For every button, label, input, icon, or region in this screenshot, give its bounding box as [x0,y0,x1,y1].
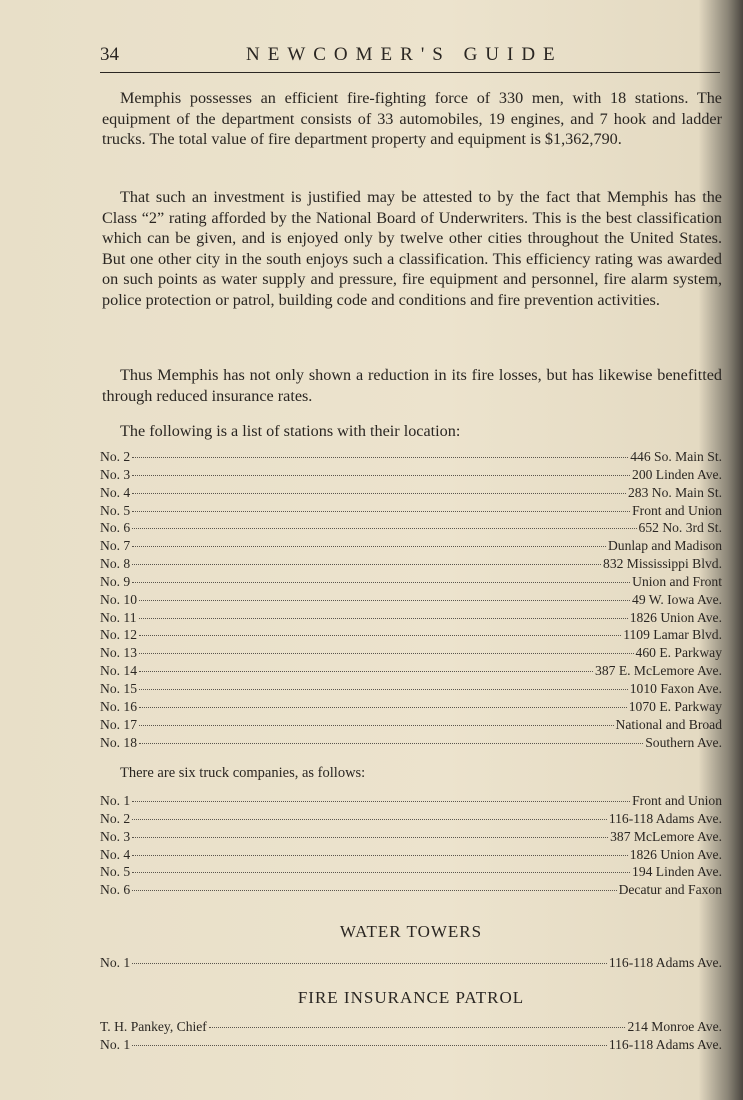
paragraph-insurance-rates: Thus Memphis has not only shown a reduction in its fire losses, but has likewise benefitted through reduced insurance rates. [102,366,722,405]
list-item [100,1036,722,1054]
item-location: 446 So. Main St. [630,449,722,464]
item-label: No. 2 [100,449,131,464]
dot-leader [132,855,628,856]
dot-leader [139,707,627,708]
dot-leader [139,600,630,601]
item-label: No. 7 [100,538,131,554]
item-location: 200 Linden Ave. [632,466,722,482]
item-location: 460 E. Parkway [635,645,722,661]
dot-leader [132,890,616,891]
item-label: No. 5 [100,502,131,518]
dot-leader [132,457,628,458]
list-item [100,792,722,810]
list-item [100,1018,722,1036]
item-label: No. 6 [100,520,131,536]
item-location: 652 No. 3rd St. [638,520,722,536]
item-label: No. 6 [100,882,131,898]
item-location: 387 McLemore Ave. [610,828,722,844]
patrol-list [100,1018,722,1054]
list-item [100,626,722,644]
list-item [100,828,722,846]
item-location: 1070 E. Parkway [628,698,722,714]
item-location: 1109 Lamar Blvd. [623,627,722,643]
item-label: No. 11 [100,609,137,625]
item-label: No. 1 [100,1036,131,1052]
dot-leader [132,582,630,583]
list-item [100,519,722,537]
item-label: No. 12 [100,627,138,643]
item-label: No. 4 [100,846,131,862]
list-item [100,466,722,484]
item-location: 283 No. Main St. [627,484,722,500]
running-title: NEWCOMER'S GUIDE [246,44,563,65]
patrol-heading: FIRE INSURANCE PATROL [297,988,525,1007]
item-location: 116-118 Adams Ave. [608,955,722,970]
list-item [100,662,722,680]
dot-leader [132,837,608,838]
item-label: No. 15 [100,680,138,696]
item-label: No. 18 [100,734,138,750]
dot-leader [139,689,628,690]
list-item [100,846,722,864]
item-label: No. 10 [100,591,138,607]
item-location: 49 W. Iowa Ave. [632,591,722,607]
list-item [100,609,722,627]
paragraph-fire-force: Memphis possesses an efficient fire-fighting force of 330 men, with 18 stations. The equipment of the department consists of 33 automobiles, 19 engines, and 7 hook and ladder trucks. The total value of fire department property and equipment is $1,362,790. [102,89,722,149]
dot-leader [132,801,630,802]
list-item [100,573,722,591]
trucks-intro: There are six truck companies, as follows: [120,765,366,781]
stations-list [100,448,722,751]
dot-leader [132,546,606,547]
item-location: 832 Mississippi Blvd. [603,556,722,572]
list-item [100,716,722,734]
item-location: Decatur and Faxon [618,882,722,898]
water-towers-list [100,954,722,972]
item-label: No. 17 [100,716,138,732]
item-label: No. 8 [100,556,131,572]
list-item [100,484,722,502]
list-item [100,863,722,881]
dot-leader [132,528,636,529]
item-location: Union and Front [632,573,722,589]
list-item [100,555,722,573]
item-location: 1826 Union Ave. [629,609,722,625]
dot-leader [139,635,621,636]
item-location: National and Broad [615,716,722,732]
item-location: 116-118 Adams Ave. [608,1036,722,1052]
dot-leader [139,618,628,619]
item-location: 116-118 Adams Ave. [608,810,722,826]
list-item [100,954,722,972]
list-item [100,644,722,662]
item-location: 1010 Faxon Ave. [629,680,722,696]
list-item [100,734,722,752]
list-item [100,680,722,698]
list-item [100,881,722,899]
water-towers-heading: WATER TOWERS [339,922,483,941]
paragraph-class-rating: That such an investment is justified may be attested to by the fact that Memphis has the Class “2” rating afforded by the National Board of Underwriters. This is the best classification which can be given, and is enjoyed only by twelve other cities throughout the United States. But one other city in the south enjoys such a classification. This efficiency rating was awarded on such points as water supply and pressure, fire equipment and personnel, fire alarm system, police protection or patrol, building code and conditions and fire prevention activities. [102,188,722,309]
item-label: No. 16 [100,698,138,714]
item-label: No. 4 [100,484,131,500]
dot-leader [139,725,614,726]
stations-intro: The following is a list of stations with their location: [120,422,461,440]
dot-leader [132,564,601,565]
dot-leader [132,1045,607,1046]
item-label: T. H. Pankey, Chief [100,1019,207,1034]
item-location: 387 E. McLemore Ave. [595,663,722,679]
item-label: No. 1 [100,955,131,970]
list-item [100,698,722,716]
item-label: No. 9 [100,573,131,589]
item-label: No. 14 [100,663,138,679]
list-item [100,591,722,609]
item-label: No. 5 [100,864,131,880]
item-location: Front and Union [632,502,722,518]
dot-leader [132,493,626,494]
item-label: No. 13 [100,645,138,661]
item-location: Southern Ave. [645,734,722,750]
dot-leader [132,819,607,820]
dot-leader [139,671,593,672]
dot-leader [132,963,607,964]
dot-leader [139,653,634,654]
item-location: Front and Union [632,793,722,808]
page-number: 34 [100,44,119,65]
dot-leader [139,743,643,744]
list-item [100,537,722,555]
dot-leader [132,511,630,512]
list-item [100,502,722,520]
dot-leader [132,872,630,873]
list-item [100,810,722,828]
trucks-list [100,792,722,899]
item-label: No. 2 [100,810,131,826]
dot-leader [209,1027,626,1028]
page-header [100,40,720,73]
item-label: No. 1 [100,793,131,808]
item-label: No. 3 [100,466,131,482]
item-location: 194 Linden Ave. [632,864,722,880]
item-label: No. 3 [100,828,131,844]
dot-leader [132,475,630,476]
item-location: 1826 Union Ave. [629,846,722,862]
list-item [100,448,722,466]
item-location: Dunlap and Madison [607,538,722,554]
item-location: 214 Monroe Ave. [627,1019,722,1034]
